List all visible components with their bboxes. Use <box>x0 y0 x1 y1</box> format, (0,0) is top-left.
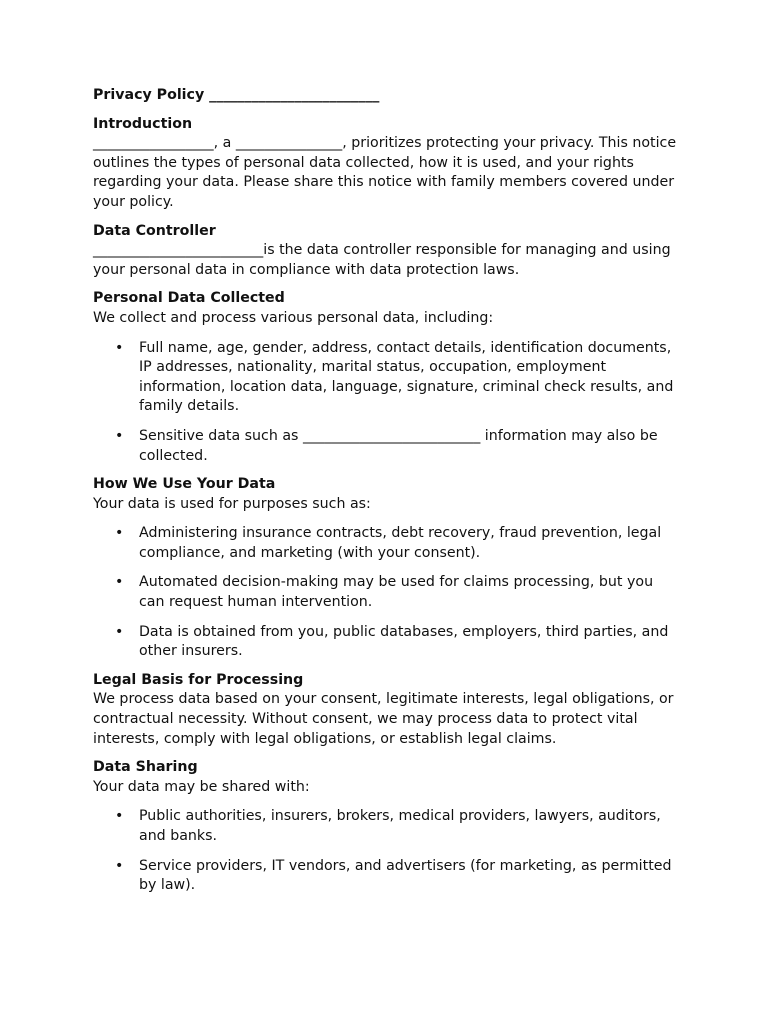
bullet-icon: • <box>115 857 124 874</box>
list-item-text: Administering insurance contracts, debt recovery, fraud prevention, legal compliance, and marketing (with your consent). <box>139 525 662 561</box>
section-data-sharing <box>93 758 678 896</box>
section-heading: How We Use Your Data <box>93 476 276 493</box>
section-paragraph: Your data may be shared with: <box>93 778 310 795</box>
list-item <box>93 339 678 417</box>
list-item <box>93 427 678 466</box>
list-item-text: Data is obtained from you, public databases, employers, third parties, and other insurers. <box>139 623 669 660</box>
document-title: Privacy Policy ________________________ <box>93 87 380 103</box>
bullet-icon: • <box>115 339 124 356</box>
bullet-list <box>93 339 678 467</box>
list-item-text: Sensitive data such as _________________________ information may also be collected. <box>139 427 658 464</box>
list-item <box>93 807 678 846</box>
bullet-icon: • <box>115 574 124 591</box>
bullet-list <box>93 524 678 662</box>
section-how-we-use-your-data <box>93 475 678 662</box>
list-item-text: Service providers, IT vendors, and advertisers (for marketing, as permitted by law). <box>139 857 672 894</box>
section-personal-data-collected <box>93 289 678 466</box>
list-item-text: Automated decision-making may be used for claims processing, but you can request human intervention. <box>139 574 654 611</box>
section-paragraph: Your data is used for purposes such as: <box>93 495 371 512</box>
list-item-text: Public authorities, insurers, brokers, medical providers, lawyers, auditors, and banks. <box>139 808 661 844</box>
bullet-icon: • <box>115 808 124 825</box>
section-introduction <box>93 115 678 213</box>
section-paragraph: We collect and process various personal data, including: <box>93 309 494 326</box>
section-data-controller <box>93 222 678 281</box>
section-heading: Personal Data Collected <box>93 290 285 307</box>
list-item-text: Full name, age, gender, address, contact details, identification documents, IP addresses, nationality, marital status, occupation, employment information, location data, language, signature, criminal check results, and family details. <box>139 339 674 415</box>
section-paragraph: We process data based on your consent, legitimate interests, legal obligations, or contractual necessity. Without consent, we may process data to protect vital interests, comply with legal obligations, or establish legal claims. <box>93 691 674 747</box>
list-item <box>93 857 678 896</box>
bullet-icon: • <box>115 427 124 444</box>
bullet-list <box>93 807 678 895</box>
bullet-icon: • <box>115 525 124 542</box>
section-heading: Data Controller <box>93 222 216 239</box>
section-paragraph: ________________________is the data controller responsible for managing and using your personal data in compliance with data protection laws. <box>93 242 671 278</box>
section-legal-basis <box>93 671 678 749</box>
section-heading: Introduction <box>93 115 193 132</box>
section-paragraph: _________________, a _______________, prioritizes protecting your privacy. This notice outlines the types of personal data collected, how it is used, and your rights regarding your data. Please share this notice with family members covered under your policy. <box>93 135 677 210</box>
list-item <box>93 524 678 563</box>
section-heading: Data Sharing <box>93 759 198 776</box>
list-item <box>93 623 678 662</box>
list-item <box>93 573 678 612</box>
bullet-icon: • <box>115 623 124 640</box>
section-heading: Legal Basis for Processing <box>93 671 304 688</box>
